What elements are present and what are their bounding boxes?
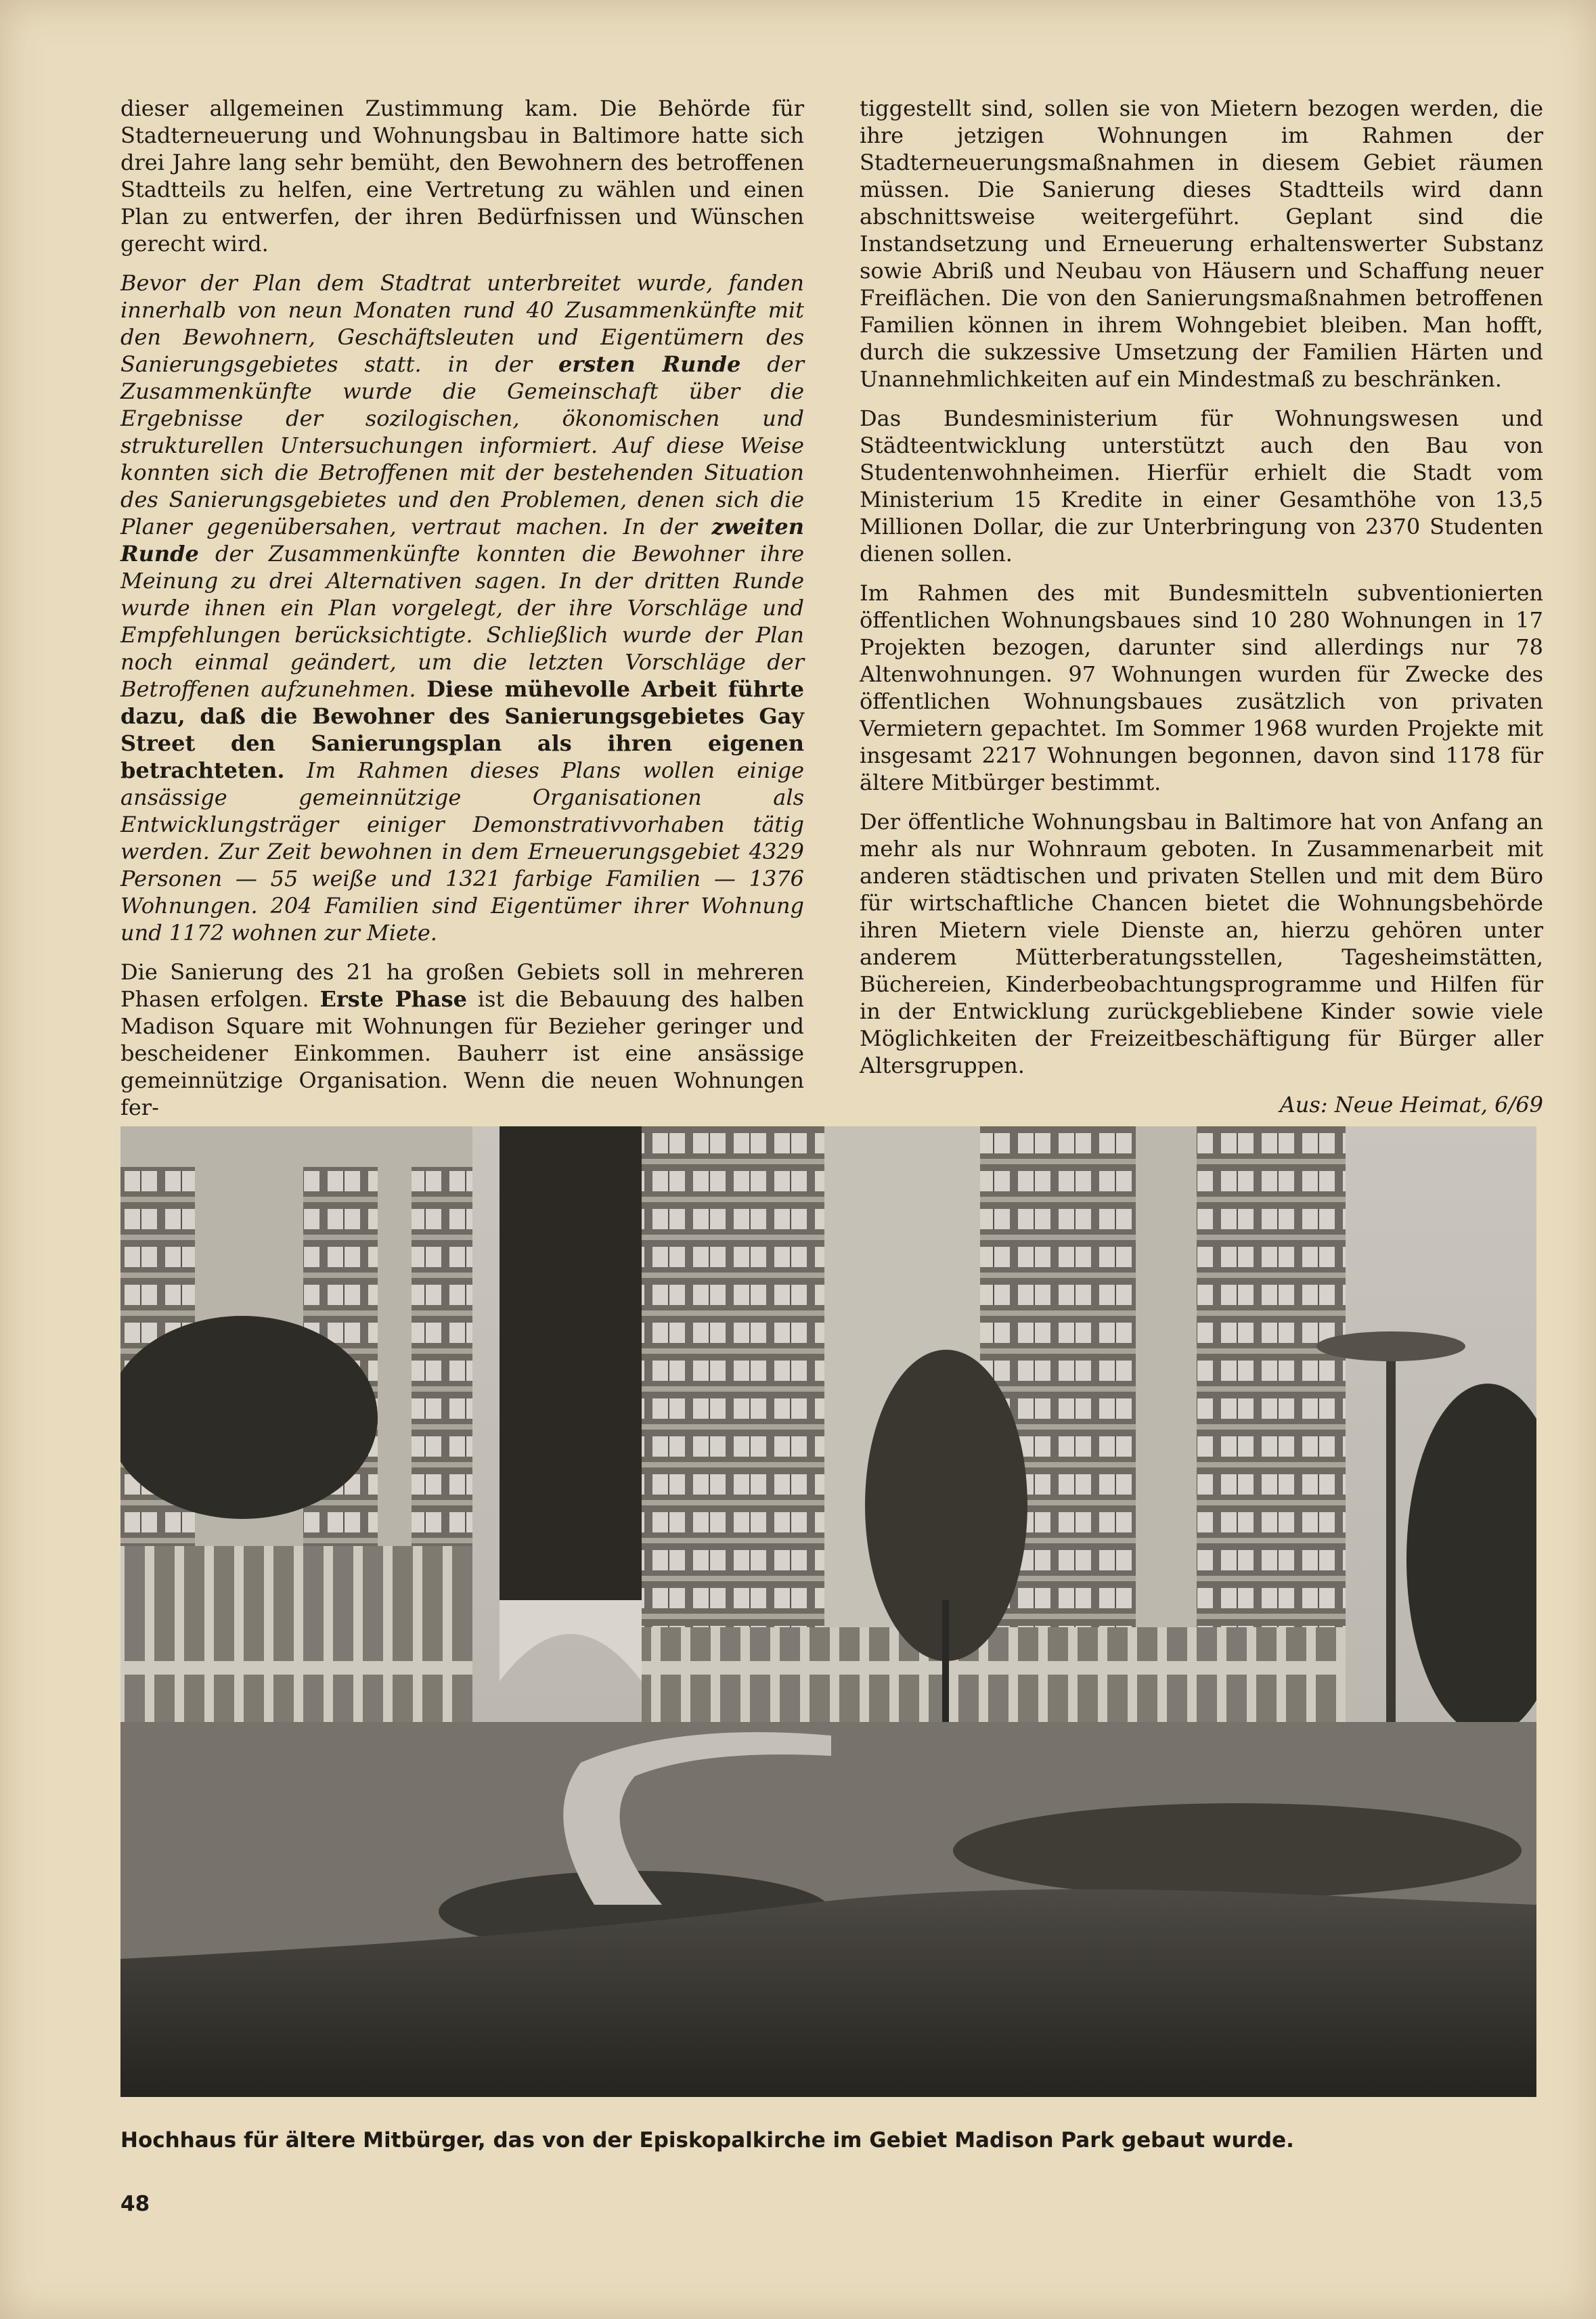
page-number: 48 (120, 2192, 150, 2216)
bold-run: Diese mühevolle Arbeit führte dazu, daß die Bewohner des Sanierungsgebietes Gay Street den Sanierungsplan als ihren eigenen betrachteten. (120, 676, 805, 783)
photo-caption: Hochhaus für ältere Mitbürger, das von der Episkopalkirche im Gebiet Madison Park gebaut wurde. (120, 2128, 1294, 2152)
text-run: der Zusammenkünfte konnten die Bewohner ihre Meinung zu drei Alternativen sagen. In der dritten Runde wurde ihnen ein Plan vorgelegt, der ihre Vorschläge und Empfehlungen berücksichtigte. Schließlich wurde der Plan noch einmal geändert, um die letzten Vorschläge der Betroffenen aufzunehmen. (120, 541, 804, 702)
bold-run: Erste Phase (319, 986, 468, 1012)
text-run: Bevor der Plan dem Stadtrat unterbreitet wurde, fanden innerhalb von neun Monaten rund 40 Zusammenkünfte mit den Bewohnern, Geschäftsleuten und Eigentümern des Sanierungsgebietes statt. in der (120, 270, 804, 377)
right-column (860, 95, 1543, 1130)
source-citation: Aus: Neue Heimat, 6/69 (1279, 1092, 1543, 1118)
right-paragraph-4: Der öffentliche Wohnungsbau in Baltimore hat von Anfang an mehr als nur Wohnraum geboten. In Zusammenarbeit mit anderen städtischen und privaten Stellen und mit dem Büro für wirtschaftliche Chancen bietet die Wohnungsbehörde ihren Mietern viele Dienste an, hierzu gehören unter anderem Mütterberatungsstellen, Tagesheimstätten, Büchereien, Kinderbeobachtungsprogramme und Hilfen für in der Entwicklung zurückgebliebene Kinder sowie viele Möglichkeiten der Freizeitbeschäftigung für Bürger aller Altersgruppen. (860, 809, 1543, 1078)
right-paragraph-1: tiggestellt sind, sollen sie von Mietern bezogen werden, die ihre jetzigen Wohnungen im Rahmen der Stadterneuerungsmaßnahmen in diesem Gebiet räumen müssen. Die Sanierung dieses Stadtteils wird dann abschnittsweise weitergeführt. Geplant sind die Instandsetzung und Erneuerung erhaltenswerter Substanz sowie Abriß und Neubau von Häusern und Schaffung neuer Freiflächen. Die von den Sanierungsmaßnahmen betroffenen Familien können in ihrem Wohngebiet bleiben. Man hofft, durch die sukzessive Umsetzung der Familien Härten und Unannehmlichkeiten auf ein Mindestmaß zu beschränken. (860, 95, 1543, 392)
middle-tower (642, 1126, 824, 1627)
bold-run: zweiten Runde (120, 514, 804, 567)
left-column (120, 95, 804, 1133)
left-paragraph-1: dieser allgemeinen Zustimmung kam. Die Behörde für Stadterneuerung und Wohnungsbau in Baltimore hatte sich drei Jahre lang sehr bemüht, den Bewohnern des betroffenen Stadtteils zu helfen, eine Vertretung zu wählen und einen Plan zu entwerfen, der ihren Bedürfnissen und Wünschen gerecht wird. (120, 95, 804, 257)
highrise-illustration (120, 1126, 1536, 2097)
tower-core (500, 1126, 642, 1600)
left-paragraph-2 (120, 269, 804, 946)
text-run: der Zusammenkünfte wurde die Gemeinschaft über die Ergebnisse der sozilogischen, ökonomischen und strukturellen Untersuchungen informiert. Auf diese Weise konnten sich die Betroffenen mit der bestehenden Situation des Sanierungsgebietes und den Problemen, denen sich die Planer gegenübersahen, vertraut machen. In der (120, 351, 805, 539)
left-paragraph-3 (120, 958, 804, 1121)
right-paragraph-2: Das Bundesministerium für Wohnungswesen und Städteentwicklung unterstützt auch den Bau von Studentenwohnheimen. Hierfür erhielt die Stadt vom Ministerium 15 Kredite in einer Gesamthöhe von 13,5 Millionen Dollar, die zur Unterbringung von 2370 Studenten dienen sollen. (860, 405, 1543, 567)
text-run: Die Sanierung des 21 ha großen Gebiets soll in mehreren Phasen erfolgen. (120, 959, 804, 1012)
bold-run: ersten Runde (558, 351, 741, 377)
text-run: Im Rahmen dieses Plans wollen einige ansässige gemeinnützige Organisationen als Entwicklungsträger einiger Demonstrativvorhaben tätig werden. Zur Zeit bewohnen in dem Erneuerungsgebiet 4329 Personen — 55 weiße und 1321 farbige Familien — 1376 Wohnungen. 204 Familien sind Eigentümer ihrer Wohnung und 1172 wohnen zur Miete. (120, 757, 804, 946)
text-run: ist die Bebauung des halben Madison Square mit Wohnungen für Bezieher geringer und bescheidener Einkommen. Bauherr ist eine ansässige gemeinnützige Organisation. Wenn die neuen Wohnungen fer- (120, 986, 805, 1120)
right-paragraph-3: Im Rahmen des mit Bundesmitteln subventionierten öffentlichen Wohnungsbaues sind 10 280 Wohnungen in 17 Projekten bezogen, darunter sind allerdings nur 78 Altenwohnungen. 97 Wohnungen wurden für Zwecke des öffentlichen Wohnungsbaues zusätzlich von privaten Vermietern gepachtet. Im Sommer 1968 wurden Projekte mit insgesamt 2217 Wohnungen begonnen, davon sind 1178 für ältere Mitbürger bestimmt. (860, 580, 1543, 795)
housing-photo (120, 1126, 1536, 2097)
